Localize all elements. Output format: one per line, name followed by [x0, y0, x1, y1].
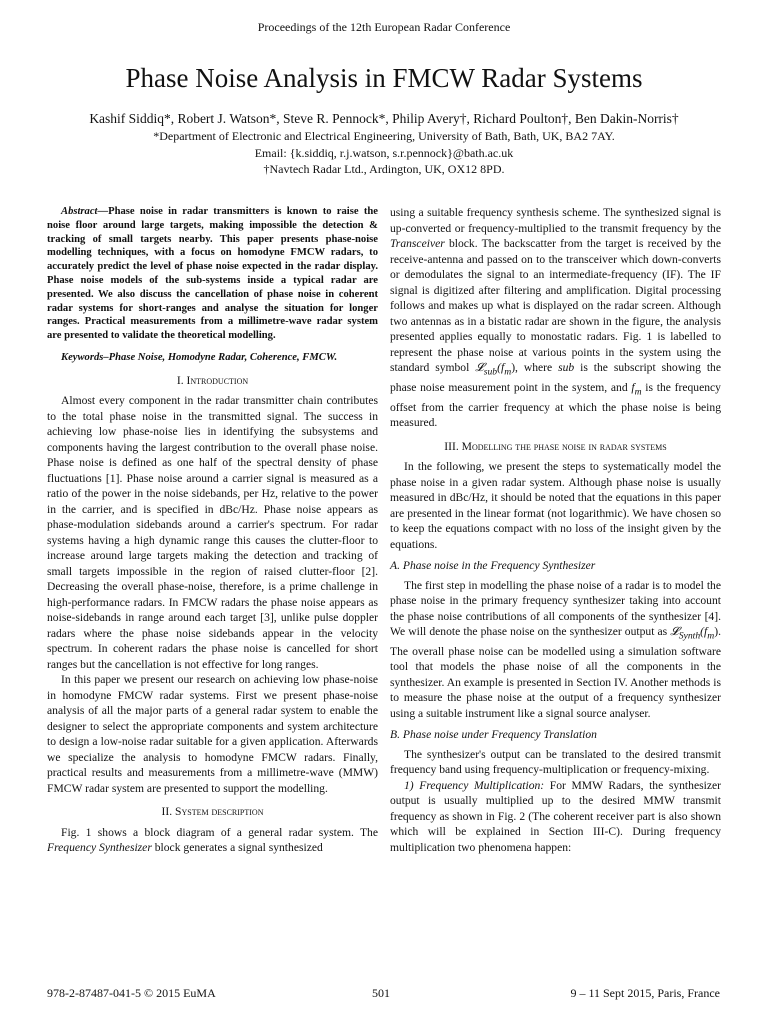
subsection-heading-frequency-translation: B. Phase noise under Frequency Translation — [390, 728, 597, 742]
section-heading-system-description: II. System description — [161, 805, 264, 819]
text-run: block generates a signal synthesized — [151, 841, 323, 855]
math-symbol: (f — [700, 625, 708, 639]
text-run: For MMW Radars, the synthesizer output is usually multiplied up to the desired MMW transmit frequency as shown in Fig. 2 (The coherent receiver part is also shown which will be explained in Section III-C). During frequency multiplication two phenomena happen: — [390, 778, 721, 854]
footer-page-number: 501 — [372, 986, 390, 1000]
math-subscript: Synth — [678, 630, 701, 642]
math-symbol: 𝓛 — [670, 625, 679, 639]
affiliation-bath: *Department of Electronic and Electrical Engineering, University of Bath, Bath, UK, BA2 7AY. — [153, 129, 615, 143]
affiliation-navtech: †Navtech Radar Ltd., Ardington, UK, OX12 8PD. — [263, 162, 505, 176]
system-description-paragraph — [47, 825, 378, 856]
text-run: Fig. 1 shows a block diagram of a general radar system. The — [61, 825, 378, 839]
right-column — [390, 205, 721, 855]
abstract-label: Abstract — [61, 206, 98, 217]
math-subscript: m — [634, 386, 642, 398]
math-symbol: sub — [558, 361, 575, 374]
intro-paragraph-2: In this paper we present our research on achieving low phase-noise in homodyne FMCW radar systems. First we present phase-noise analysis of all the major parts of a general radar system to enable the designer to select the appropriate components and system architecture to design a low-noise radar suitable for a given application. Afterwards we specialize the analysis to homodyne FMCW radars. Finally, practical results and measurements from a millimetre-wave (MMW) FMCW radar system are presented to support the modelling. — [47, 673, 378, 795]
subsection-heading-synthesizer: A. Phase noise in the Frequency Synthesizer — [390, 559, 596, 573]
text-run: The first step in modelling the phase noise of a radar is to model the phase noise in the primary frequency synthesizer taking into account the phase noise contributions of all components of the synthesizer [4]. We will denote the phase noise on the synthesizer output as — [390, 578, 721, 639]
author-list: Kashif Siddiq*, Robert J. Watson*, Steve R. Pennock*, Philip Avery†, Richard Poulton†, Ben Dakin-Norris† — [89, 111, 679, 126]
intro-paragraph-1: Almost every component in the radar transmitter chain contributes to the total phase noise in the transmitted signal. The success in achieving low phase-noise lies in identifying the subsystems and components having the largest contribution to the overall phase noise. Phase noise is defined as one half of the spectral density of phase fluctuations [1]. Phase noise around a carrier signal is measured as a ratio of the power in the noise sidebands, per Hz, relative to the power in the carrier, and is specified in dBc/Hz. Phase noise appears as phase-modulation sidebands around a carrier's spectrum. For radar systems having a high dynamic range this causes the clutter-floor to increase around large targets making the detection and tracking of small targets impossible in the region of raised clutter-floor [2]. Decreasing the overall phase-noise, therefore, is a prime challenge in high-performance radars. In FMCW radars the phase noise appears as noise-sidebands in range around each target [3], unlike pulse doppler radars where the phase noise sidebands appear in the velocity spectrum. In coherent radars the phase noise is cancelled for short ranges but the cancellation is not effective for long ranges. — [47, 394, 378, 671]
paragraph-label: 1) Frequency Multiplication: — [404, 778, 545, 792]
conference-header: Proceedings of the 12th European Radar Conference — [257, 20, 511, 34]
text-run: block. The backscatter from the target is received by the receive-antenna and passed on to the transceiver which down-converts or demodulates the signal to an intermediate-frequency (IF). The IF signal is digitized after filtering and amplification. Digital processing follows and makes up what is displayed on the radar screen. Although two antennas as in a bistatic radar are shown in the figure, the analysis presented applies equally to monostatic radars. Fig. 1 is labelled to represent the phase noise at various points in the system using the standard symbol — [390, 237, 721, 374]
keywords: Keywords–Phase Noise, Homodyne Radar, Coherence, FMCW. — [61, 351, 338, 363]
modelling-paragraph: In the following, we present the steps to systematically model the phase noise in a given radar system. Although phase noise is usually measured in dBc/Hz, it should be noted that the equations in this paper are presented in the linear format (not logarithmic). We have chosen so to keep the equations compact with no loss of the insight given by the equations. — [390, 460, 721, 551]
paper-title: Phase Noise Analysis in FMCW Radar Systems — [125, 63, 643, 93]
math-symbol: 𝓛 — [475, 361, 484, 374]
frequency-multiplication-paragraph — [390, 778, 721, 856]
footer-event: 9 – 11 Sept 2015, Paris, France — [570, 986, 720, 1000]
math-subscript: m — [504, 366, 512, 378]
left-column — [47, 205, 378, 856]
text-run: ), where — [511, 361, 559, 374]
abstract — [47, 205, 378, 343]
math-symbol: (f — [497, 361, 505, 374]
synthesizer-paragraph — [390, 578, 721, 722]
math-subscript: m — [707, 630, 715, 642]
text-run: is the subscript showing the phase noise measurement point in the system, and — [390, 361, 721, 394]
math-symbol: f — [631, 380, 635, 394]
frequency-translation-paragraph: The synthesizer's output can be translated to the desired transmit frequency band using frequency-multiplication or frequency-mixing. — [390, 747, 721, 777]
text-run: ). The overall phase noise can be modelled using a simulation software tool that models the phase noise of all the components in the synthesizer. An example is presented in Section IV. Another methods is to measure the phase noise at the output of a frequency synthesizer using a suitable instrument like a signal source analyser. — [390, 625, 721, 720]
section-heading-modelling: III. Modelling the phase noise in radar systems — [444, 439, 667, 453]
abstract-text: —Phase noise in radar transmitters is known to raise the noise floor around large targets, making impossible the detection & tracking of small targets nearby. This paper presents phase-noise modelling techniques, with a focus on homodyne FMCW radars, to accurately predict the level of phase noise expected in the radar display. Phase noise models of the sub-systems inside a typical radar are presented. We also discuss the cancellation of phase noise in coherent radar systems for short-ranges and analyse the situation for longer ranges. Practical measurements from a millimetre-wave radar system are presented to validate the theoretical modelling. — [47, 206, 378, 342]
text-run: is the frequency offset from the carrier frequency at which the phase noise is being measured. — [390, 380, 721, 430]
math-subscript: sub — [483, 366, 498, 378]
section-heading-introduction: I. Introduction — [176, 373, 249, 387]
emphasis-text: Frequency Synthesizer — [47, 841, 152, 855]
text-run: using a suitable frequency synthesis scheme. The synthesized signal is up-converted or frequency-multiplied to the transmit frequency by the — [390, 206, 721, 235]
footer-isbn: 978-2-87487-041-5 © 2015 EuMA — [47, 986, 216, 1000]
affiliation-email: Email: {k.siddiq, r.j.watson, s.r.pennock}@bath.ac.uk — [254, 146, 514, 160]
system-description-continued — [390, 205, 721, 431]
emphasis-text: Transceiver — [390, 237, 445, 250]
